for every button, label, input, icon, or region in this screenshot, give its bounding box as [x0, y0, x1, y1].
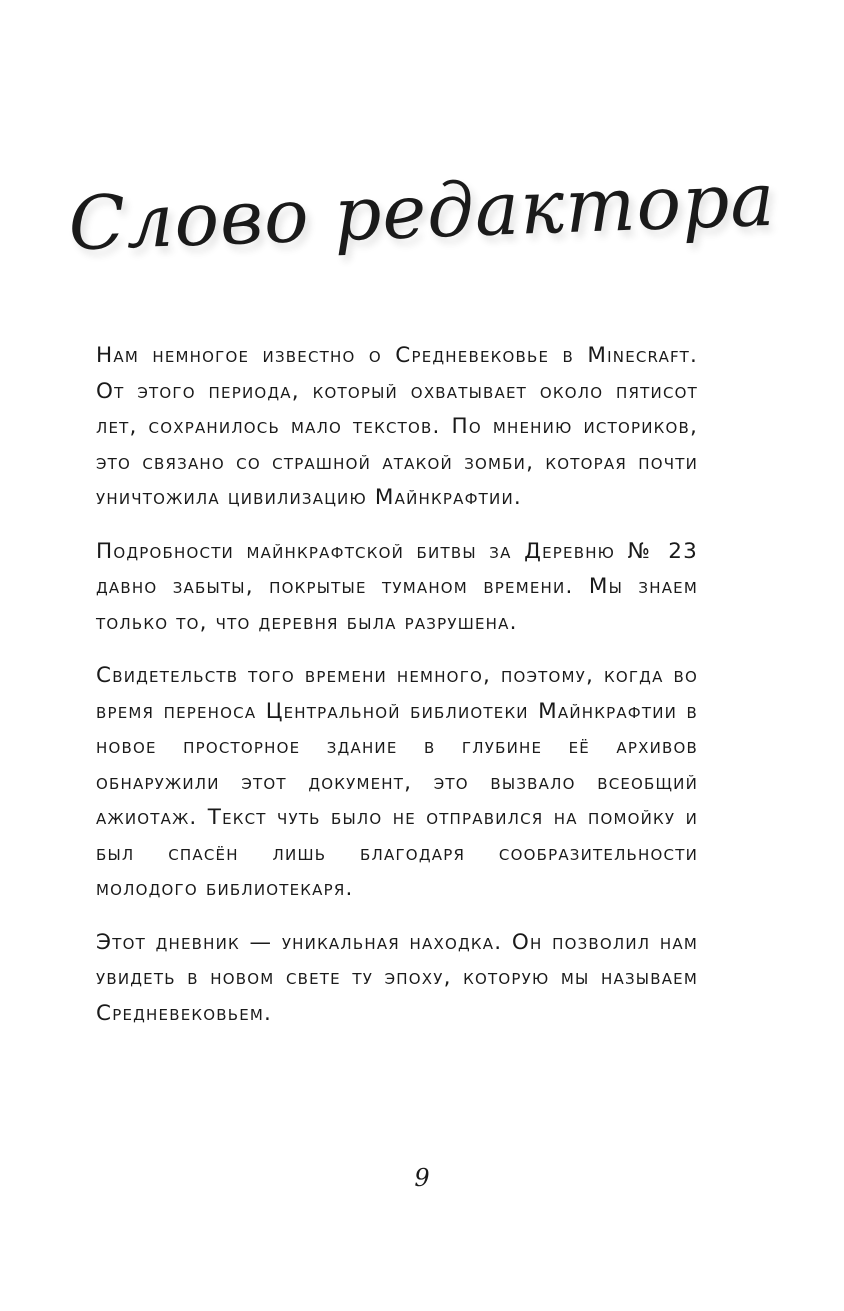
paragraph: Подробности майнкрафтской битвы за Деревню № 23 давно забыты, покрытые туманом времени. Мы знаем только то, что деревня была разрушена.: [96, 538, 698, 635]
paragraph: Нам немногое известно о Средневековье в Minecraft. От этого периода, который охватывает около пятисот лет, сохранилось мало текстов. По мнению историков, это связано со страшной атакой зомби, которая почти уничтожила цивилизацию Майнкрафтии.: [96, 343, 698, 510]
page-title: Слово редактора: [67, 156, 777, 268]
page-number: 9: [414, 1164, 430, 1192]
paragraph: Этот дневник — уникальная находка. Он позволил нам увидеть в новом свете ту эпоху, которую мы называем Средневековьем.: [96, 929, 698, 1026]
body-text: [96, 338, 698, 1049]
paragraph: Свидетельств того времени немного, поэтому, когда во время переноса Центральной библиотеки Майнкрафтии в новое просторное здание в глубине её архивов обнаружили этот документ, это вызвало всеобщий ажиотаж. Текст чуть было не отправился на помойку и был спасён лишь благодаря сообразительности молодого библиотекаря.: [96, 663, 698, 901]
